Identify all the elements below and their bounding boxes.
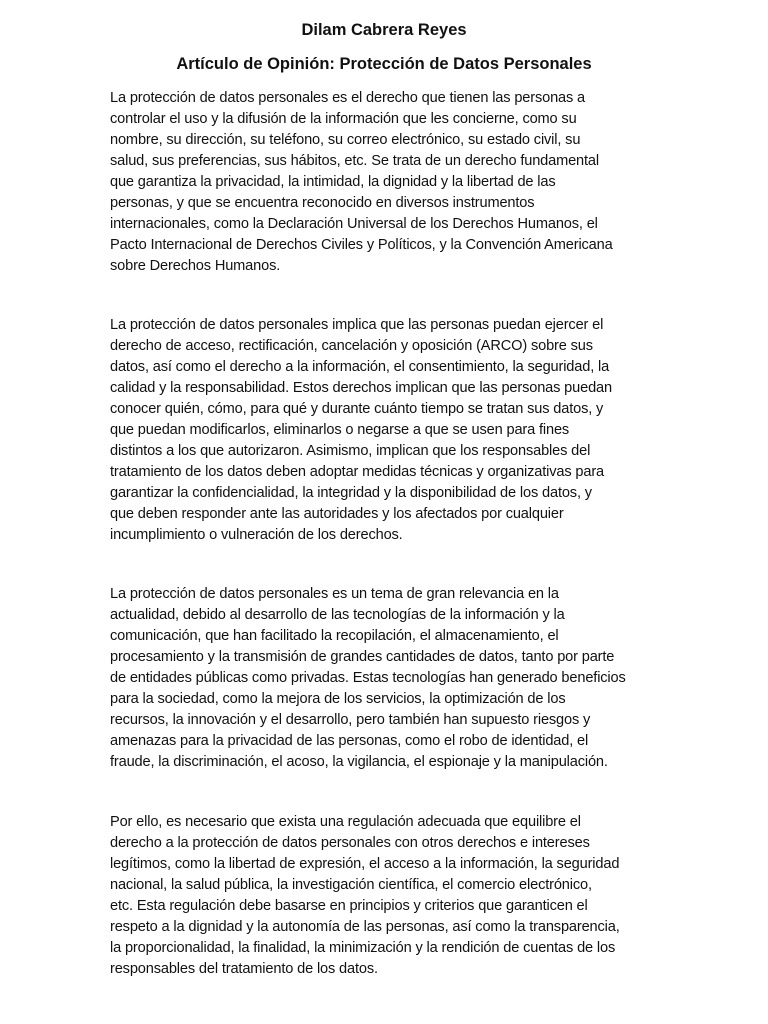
paragraph-3: La protección de datos personales es un tema de gran relevancia en la actualidad, debido al desarrollo de las tecnologías de la información y la comunicación, que han facilitado la recopilación, el almacenamiento, el procesamiento y la transmisión de grandes cantidades de datos, tanto por parte de entidades públicas como privadas. Estas tecnologías han generado beneficios para la sociedad, como la mejora de los servicios, la optimización de los recursos, la innovación y el desarrollo, pero también han supuesto riesgos y amenazas para la privacidad de las personas, como el robo de identidad, el fraude, la discriminación, el acoso, la vigilancia, el espionaje y la manipulación. [110,586,626,770]
article-title: Artículo de Opinión: Protección de Datos Personales [176,55,592,73]
author-name: Dilam Cabrera Reyes [301,21,467,39]
paragraph-2: La protección de datos personales implica que las personas puedan ejercer el derecho de acceso, rectificación, cancelación y oposición (ARCO) sobre sus datos, así como el derecho a la información, el consentimiento, la seguridad, la calidad y la responsabilidad. Estos derechos implican que las personas puedan conocer quién, cómo, para qué y durante cuánto tiempo se tratan sus datos, y que puedan modificarlos, eliminarlos o negarse a que se usen para fines distintos a los que autorizaron. Asimismo, implican que los responsables del tratamiento de los datos deben adoptar medidas técnicas y organizativas para garantizar la confidencialidad, la integridad y la disponibilidad de los datos, y que deben responder ante las autoridades y los afectados por cualquier incumplimiento o vulneración de los derechos. [110,317,612,543]
paragraph-1: La protección de datos personales es el derecho que tienen las personas a controlar el uso y la difusión de la información que les concierne, como su nombre, su dirección, su teléfono, su correo electrónico, su estado civil, su salud, sus preferencias, sus hábitos, etc. Se trata de un derecho fundamental que garantiza la privacidad, la intimidad, la dignidad y la libertad de las personas, y que se encuentra reconocido en diversos instrumentos internacionales, como la Declaración Universal de los Derechos Humanos, el Pacto Internacional de Derechos Civiles y Políticos, y la Convención Americana sobre Derechos Humanos. [110,90,613,274]
paragraph-4: Por ello, es necesario que exista una regulación adecuada que equilibre el derecho a la protección de datos personales con otros derechos e intereses legítimos, como la libertad de expresión, el acceso a la información, la seguridad nacional, la salud pública, la investigación científica, el comercio electrónico, etc. Esta regulación debe basarse en principios y criterios que garanticen el respeto a la dignidad y la autonomía de las personas, así como la transparencia, la proporcionalidad, la finalidad, la minimización y la rendición de cuentas de los responsables del tratamiento de los datos. [110,814,620,977]
